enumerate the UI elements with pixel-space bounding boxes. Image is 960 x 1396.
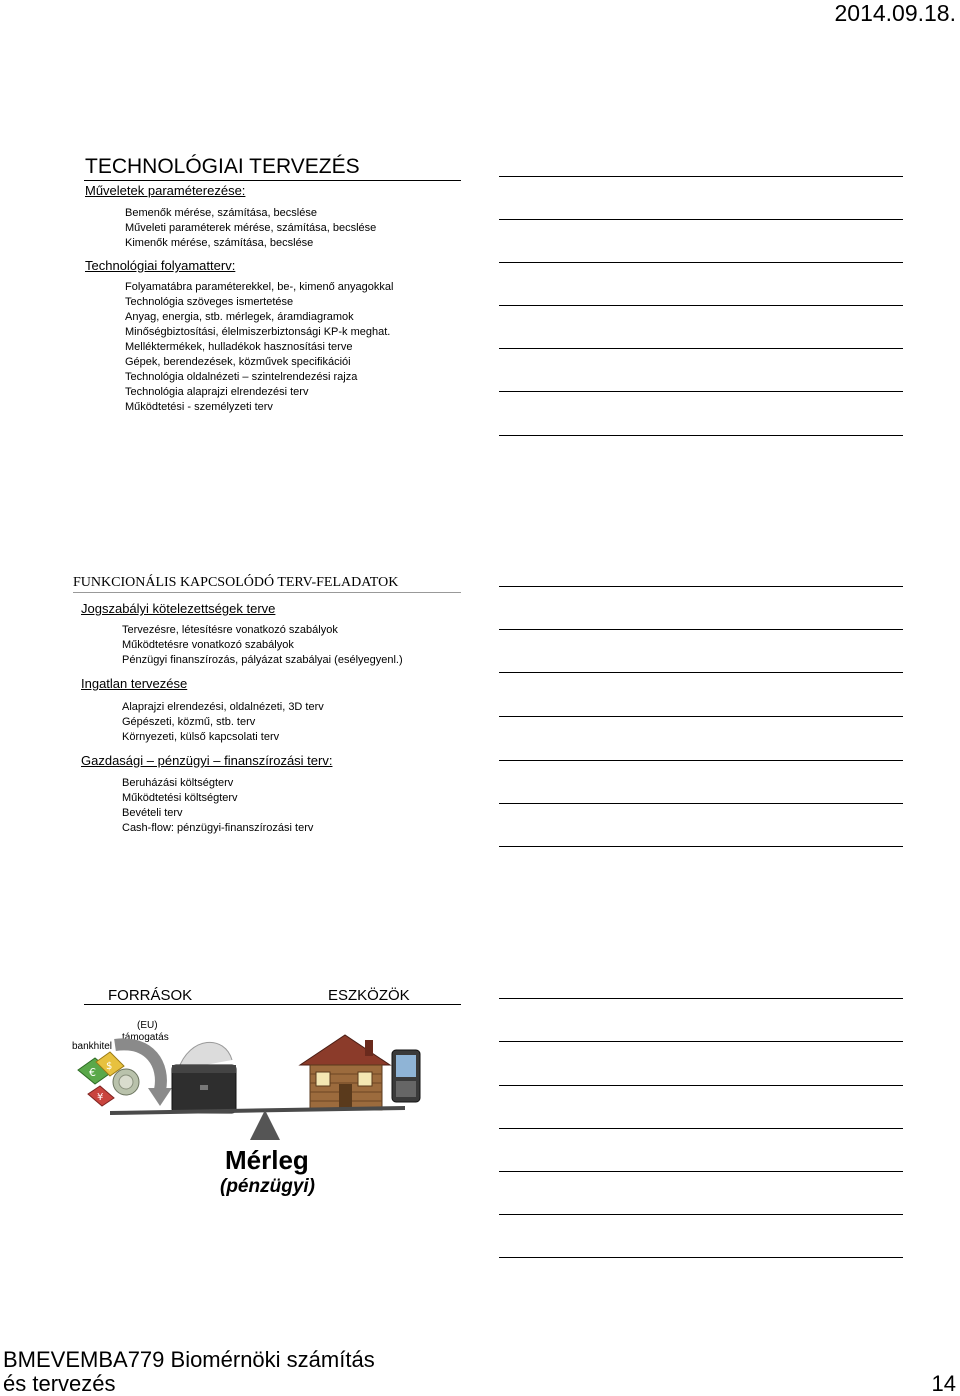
list-gazdasagi bbox=[122, 776, 313, 836]
heading-forrasok: FORRÁSOK bbox=[108, 987, 193, 1004]
label-bankhitel: bankhitel bbox=[72, 1041, 112, 1052]
list-folyamatterv bbox=[125, 280, 393, 415]
list-item: Pénzügyi finanszírozás, pályázat szabályai (esélyegyenl.) bbox=[122, 654, 403, 666]
list-item: Folyamatábra paraméterekkel, be-, kimenő anyagokkal bbox=[125, 281, 394, 293]
label-tamogatas: támogatás bbox=[122, 1032, 169, 1043]
note-line bbox=[499, 1257, 903, 1258]
main-label-merleg: Mérleg bbox=[225, 1145, 309, 1175]
list-item: Működtetési költségterv bbox=[122, 792, 238, 804]
section-jogszabalyi: Jogszabályi kötelezettségek terve bbox=[81, 601, 276, 616]
slide-title-technologiai-tervezes: TECHNOLÓGIAI TERVEZÉS bbox=[85, 155, 360, 178]
balance-scale-illustration bbox=[60, 1010, 430, 1145]
handheld-device-icon bbox=[392, 1050, 420, 1102]
note-line bbox=[499, 672, 903, 673]
note-line bbox=[499, 1041, 903, 1042]
list-item: Tervezésre, létesítésre vonatkozó szabályok bbox=[122, 624, 338, 636]
note-line bbox=[499, 219, 903, 220]
list-ingatlan bbox=[122, 700, 324, 745]
note-line bbox=[499, 1085, 903, 1086]
list-item: Bevételi terv bbox=[122, 807, 183, 819]
note-line bbox=[499, 391, 903, 392]
list-item: Minőségbiztosítási, élelmiszerbiztonsági KP-k meghat. bbox=[125, 326, 391, 338]
section-muveletek: Műveletek paraméterezése: bbox=[85, 183, 246, 198]
list-item: Bemenők mérése, számítása, becslése bbox=[125, 207, 317, 219]
slide-title-funkcionalis: FUNKCIONÁLIS KAPCSOLÓDÓ TERV-FELADATOK bbox=[73, 575, 399, 590]
list-item: Működtetésre vonatkozó szabályok bbox=[122, 639, 294, 651]
section-gazdasagi: Gazdasági – pénzügyi – finanszírozási terv: bbox=[81, 753, 333, 768]
heading-eszkozok: ESZKÖZÖK bbox=[328, 987, 410, 1004]
list-item: Technológia oldalnézeti – szintelrendezési rajza bbox=[125, 371, 358, 383]
note-line bbox=[499, 1214, 903, 1215]
list-item: Beruházási költségterv bbox=[122, 777, 234, 789]
footer-course-line1: BMEVEMBA779 Biomérnöki számítás bbox=[3, 1347, 375, 1372]
list-jogszabalyi bbox=[122, 623, 403, 668]
list-item: Gépek, berendezések, közművek specifikációi bbox=[125, 356, 351, 368]
svg-text:¥: ¥ bbox=[97, 1092, 104, 1103]
note-line bbox=[499, 629, 903, 630]
house-icon bbox=[300, 1035, 390, 1110]
list-item: Kimenők mérése, számítása, becslése bbox=[125, 237, 314, 249]
label-eu: (EU) bbox=[137, 1020, 158, 1031]
money-icon bbox=[78, 1052, 139, 1106]
scale-beam-icon bbox=[110, 1106, 405, 1140]
note-line bbox=[499, 348, 903, 349]
footer-course-line2: és tervezés bbox=[3, 1371, 116, 1396]
note-line bbox=[499, 262, 903, 263]
list-item: Környezeti, külső kapcsolati terv bbox=[122, 731, 280, 743]
briefcase-icon bbox=[172, 1042, 236, 1113]
list-item: Anyag, energia, stb. mérlegek, áramdiagramok bbox=[125, 311, 354, 323]
note-line bbox=[499, 1171, 903, 1172]
note-line bbox=[499, 586, 903, 587]
slide-title-rule bbox=[84, 1004, 461, 1005]
note-line bbox=[499, 998, 903, 999]
slide-title-rule bbox=[84, 180, 461, 181]
note-line bbox=[499, 803, 903, 804]
list-item: Technológia szöveges ismertetése bbox=[125, 296, 294, 308]
list-item: Működtetési - személyzeti terv bbox=[125, 401, 273, 413]
list-item: Műveleti paraméterek mérése, számítása, becslése bbox=[125, 222, 377, 234]
sub-label-penzugyi: (pénzügyi) bbox=[220, 1176, 315, 1197]
note-line bbox=[499, 305, 903, 306]
list-item: Cash-flow: pénzügyi-finanszírozási terv bbox=[122, 822, 314, 834]
list-item: Alaprajzi elrendezési, oldalnézeti, 3D terv bbox=[122, 701, 324, 713]
section-ingatlan: Ingatlan tervezése bbox=[81, 676, 188, 691]
list-item: Gépészeti, közmű, stb. terv bbox=[122, 716, 256, 728]
note-line bbox=[499, 435, 903, 436]
note-line bbox=[499, 846, 903, 847]
note-line bbox=[499, 716, 903, 717]
svg-text:$: $ bbox=[106, 1061, 113, 1072]
note-line bbox=[499, 760, 903, 761]
note-line bbox=[499, 1128, 903, 1129]
note-line bbox=[499, 176, 903, 177]
svg-text:€: € bbox=[89, 1066, 96, 1079]
date-header: 2014.09.18. bbox=[834, 0, 956, 26]
page-number: 14 bbox=[931, 1371, 956, 1396]
list-item: Technológia alaprajzi elrendezési terv bbox=[125, 386, 309, 398]
section-folyamatterv: Technológiai folyamatterv: bbox=[85, 258, 236, 273]
list-muveletek bbox=[125, 206, 376, 251]
slide-title-rule bbox=[73, 592, 461, 593]
list-item: Melléktermékek, hulladékok hasznosítási terve bbox=[125, 341, 353, 353]
